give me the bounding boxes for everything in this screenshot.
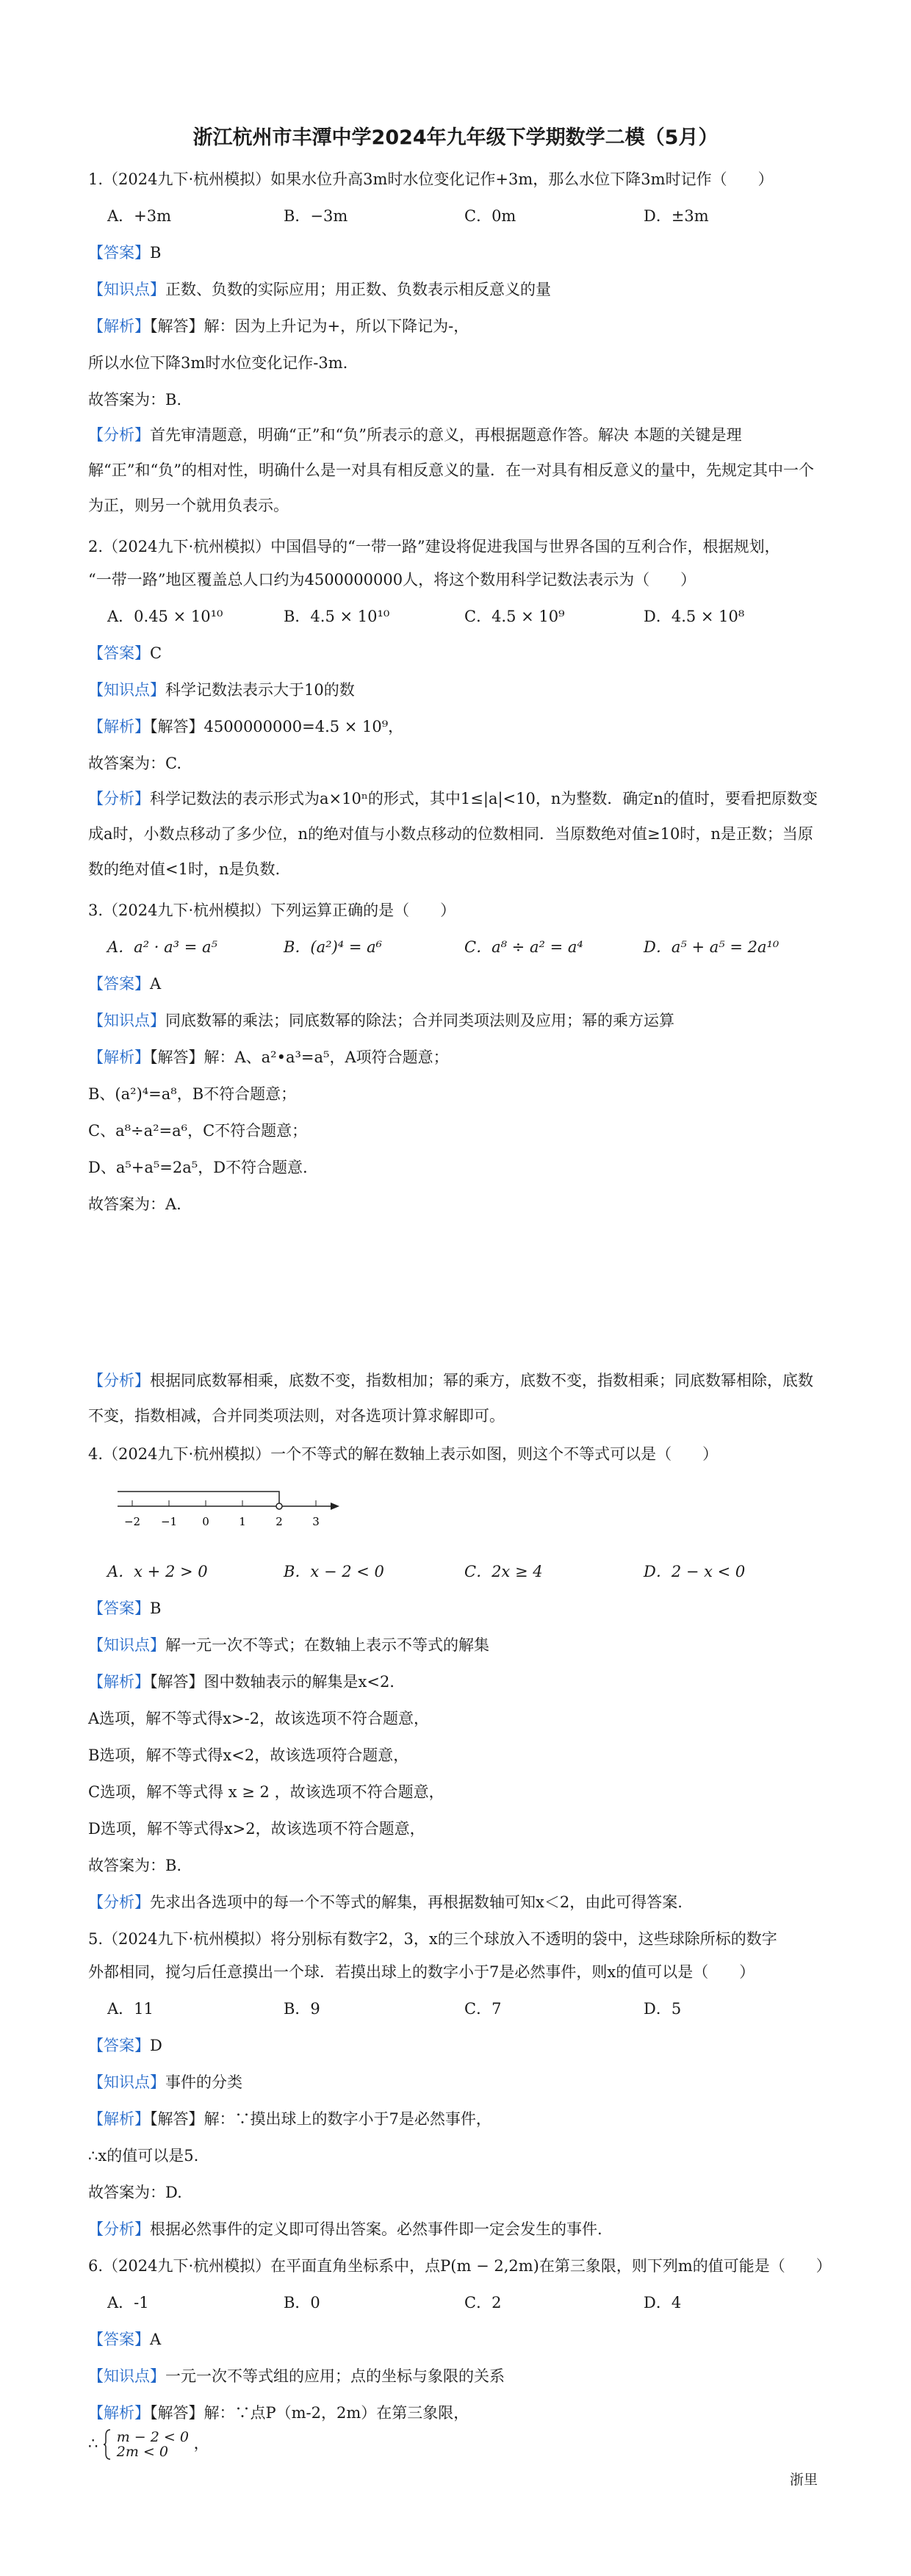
- q4-final: 故答案为：B.: [88, 1857, 182, 1874]
- analysis-tag: 【解析】: [88, 2404, 150, 2422]
- q6-option-b: B．0: [284, 2294, 320, 2311]
- solution-ray: [118, 1492, 279, 1503]
- q5-stem: 5.（2024九下·杭州模拟）将分别标有数字2，3，x的三个球放入不透明的袋中，这些球除所标的数字: [88, 1930, 777, 1948]
- q5-knowledge-text: 事件的分类: [165, 2073, 242, 2091]
- q2-knowledge-text: 科学记数法表示大于10的数: [165, 681, 355, 699]
- knowledge-tag: 【知识点】: [88, 1012, 165, 1029]
- fenxi-tag: 【分析】: [88, 1893, 150, 1911]
- q4-option-a: A．x + 2 > 0: [107, 1563, 208, 1580]
- q1-fenxi-text: 首先审清题意，明确“正”和“负”所表示的意义，再根据题意作答。解决 本题的关键是理解“正”和“负”的相对性，明确什么是一对具有相反意义的量．在一对具有相反意义的量中，先规定其中一个为正，则另一个就用负表示。: [88, 426, 814, 514]
- inequality-system: [117, 2430, 189, 2459]
- answer-tag: 【答案】: [88, 2037, 150, 2054]
- q6-analysis: [88, 2403, 469, 2423]
- q5-analysis-text: 【解答】解：∵摸出球上的数字小于7是必然事件，: [150, 2110, 491, 2128]
- q6-knowledge: [88, 2366, 505, 2386]
- fenxi-tag: 【分析】: [88, 2220, 150, 2238]
- q2-fenxi: [88, 781, 823, 887]
- inequality-line-1: m − 2 < 0: [116, 2429, 189, 2445]
- q4-fenxi-text: 先求出各选项中的每一个不等式的解集，再根据数轴可知x＜2，由此可得答案.: [150, 1893, 683, 1911]
- q3-answer-value: A: [150, 975, 162, 993]
- analysis-tag: 【解析】: [88, 2110, 150, 2128]
- tick-label: −2: [123, 1515, 141, 1528]
- q4-analysis-d: D选项，解不等式得x>2，故该选项不符合题意，: [88, 1820, 425, 1838]
- analysis-tag: 【解析】: [88, 1048, 150, 1066]
- q3-analysis-d: D、a⁵+a⁵=2a⁵，D不符合题意.: [88, 1159, 308, 1176]
- q3-fenxi-text: 根据同底数幂相乘，底数不变，指数相加；幂的乘方，底数不变，指数相乘；同底数幂相除，底数不变，指数相减，合并同类项法则，对各选项计算求解即可。: [88, 1372, 813, 1425]
- q5-analysis-line2: ∴x的值可以是5.: [88, 2147, 199, 2165]
- answer-tag: 【答案】: [88, 244, 150, 262]
- q6-knowledge-text: 一元一次不等式组的应用；点的坐标与象限的关系: [165, 2367, 505, 2385]
- q1-answer: [88, 242, 161, 263]
- q4-analysis-a: A选项，解不等式得x>-2，故该选项不符合题意，: [88, 1710, 430, 1727]
- q2-answer: [88, 643, 162, 663]
- page-title: 浙江杭州市丰潭中学2024年九年级下学期数学二模（5月）: [192, 126, 719, 149]
- system-comma: ，: [193, 2434, 209, 2453]
- inequality-line-2: 2m < 0: [116, 2444, 168, 2460]
- answer-tag: 【答案】: [88, 644, 150, 662]
- fenxi-tag: 【分析】: [88, 790, 150, 807]
- q1-analysis-text: 【解答】解：因为上升记为+，所以下降记为-，: [150, 317, 469, 335]
- tick-label: 1: [239, 1515, 246, 1528]
- q5-stem-line2: 外都相同，搅匀后任意摸出一个球．若摸出球上的数字小于7是必然事件，则x的值可以是（ ）: [88, 1963, 755, 1981]
- q4-answer: [88, 1598, 161, 1619]
- q3-final: 故答案为：A.: [88, 1195, 181, 1213]
- brace-icon: [103, 2428, 112, 2461]
- q4-analysis-c: C选项，解不等式得 x ≥ 2 ，故该选项不符合题意，: [88, 1783, 444, 1801]
- analysis-tag: 【解析】: [88, 1673, 150, 1691]
- q3-option-d: D．a⁵ + a⁵ = 2a¹⁰: [644, 938, 779, 956]
- q6-analysis-text: 【解答】解：∵点P（m-2，2m）在第三象限，: [150, 2404, 469, 2422]
- q6-system: [88, 2428, 209, 2465]
- q5-fenxi: [88, 2219, 602, 2239]
- q1-final: 故答案为：B.: [88, 391, 182, 409]
- q3-stem: 3.（2024九下·杭州模拟）下列运算正确的是（ ）: [88, 902, 456, 919]
- q6-answer-value: A: [150, 2331, 162, 2348]
- q4-knowledge-text: 解一元一次不等式；在数轴上表示不等式的解集: [165, 1636, 489, 1654]
- q5-knowledge: [88, 2072, 242, 2093]
- q1-answer-value: B: [150, 244, 162, 262]
- q3-option-c: C．a⁸ ÷ a² = a⁴: [464, 938, 583, 956]
- number-line-figure: [110, 1484, 345, 1536]
- q4-analysis-text: 【解答】图中数轴表示的解集是x<2.: [150, 1673, 395, 1691]
- knowledge-tag: 【知识点】: [88, 2367, 165, 2385]
- q4-option-b: B．x − 2 < 0: [284, 1563, 384, 1580]
- q6-option-a: A．-1: [107, 2294, 149, 2311]
- q5-analysis: [88, 2109, 491, 2129]
- q2-stem: 2.（2024九下·杭州模拟）中国倡导的“一带一路”建设将促进我国与世界各国的互利合作，根据规划，: [88, 538, 780, 555]
- q4-stem: 4.（2024九下·杭州模拟）一个不等式的解在数轴上表示如图，则这个不等式可以是（ ）: [88, 1445, 719, 1463]
- tick-label: −1: [160, 1515, 178, 1528]
- q5-answer: [88, 2035, 162, 2056]
- q3-option-b: B．(a²)⁴ = a⁶: [284, 938, 383, 956]
- q1-knowledge-text: 正数、负数的实际应用；用正数、负数表示相反意义的量: [165, 281, 551, 298]
- q1-analysis: [88, 316, 469, 337]
- therefore-symbol: ∴: [88, 2434, 98, 2453]
- q6-stem: 6.（2024九下·杭州模拟）在平面直角坐标系中，点P(m − 2,2m)在第三象限，则下列m的值可能是（ ）: [88, 2257, 832, 2275]
- q2-option-b: B．4.5 × 10¹⁰: [284, 608, 390, 625]
- knowledge-tag: 【知识点】: [88, 681, 165, 699]
- q2-analysis-text: 【解答】4500000000=4.5 × 10⁹，: [150, 718, 404, 735]
- q2-fenxi-text: 科学记数法的表示形式为a×10ⁿ的形式，其中1≤|a|<10，n为整数．确定n的值时，要看把原数变成a时，小数点移动了多少位，n的绝对值与小数点移动的位数相同．当原数绝对值≥10时，n是正数；当原数的绝对值<1时，n是负数.: [88, 790, 818, 878]
- analysis-tag: 【解析】: [88, 718, 150, 735]
- q6-option-c: C．2: [464, 2294, 502, 2311]
- answer-tag: 【答案】: [88, 2331, 150, 2348]
- q4-knowledge: [88, 1635, 489, 1655]
- answer-tag: 【答案】: [88, 975, 150, 993]
- q3-knowledge-text: 同底数幂的乘法；同底数幂的除法；合并同类项法则及应用；幂的乘方运算: [165, 1012, 674, 1029]
- q1-analysis-line2: 所以水位下降3m时水位变化记作-3m.: [88, 354, 348, 372]
- tick-label: 2: [276, 1515, 283, 1528]
- q4-option-c: C．2x ≥ 4: [464, 1563, 543, 1580]
- page-footer: 浙里: [790, 2472, 818, 2488]
- q1-knowledge: [88, 279, 551, 300]
- q3-knowledge: [88, 1010, 674, 1031]
- number-line-arrow: [331, 1503, 339, 1510]
- q5-option-d: D．5: [644, 2000, 682, 2018]
- q5-final: 故答案为：D.: [88, 2184, 182, 2201]
- analysis-tag: 【解析】: [88, 317, 150, 335]
- q1-stem: 1.（2024九下·杭州模拟）如果水位升高3m时水位变化记作+3m，那么水位下降3m时记作（ ）: [88, 170, 774, 188]
- q5-fenxi-text: 根据必然事件的定义即可得出答案。必然事件即一定会发生的事件.: [150, 2220, 602, 2238]
- q2-option-d: D．4.5 × 10⁸: [644, 608, 745, 625]
- q3-answer: [88, 974, 161, 994]
- q1-option-a: A．+3m: [107, 207, 172, 225]
- open-circle: [276, 1503, 282, 1509]
- answer-tag: 【答案】: [88, 1600, 150, 1617]
- knowledge-tag: 【知识点】: [88, 2073, 165, 2091]
- q1-option-d: D．±3m: [644, 207, 709, 225]
- q2-stem-line2: “一带一路”地区覆盖总人口约为4500000000人，将这个数用科学记数法表示为（ ）: [88, 571, 696, 589]
- q5-option-b: B．9: [284, 2000, 320, 2018]
- tick-label: 0: [202, 1515, 209, 1528]
- q2-analysis: [88, 716, 403, 737]
- q5-answer-value: D: [150, 2037, 162, 2054]
- q4-analysis: [88, 1672, 395, 1692]
- q1-option-c: C．0m: [464, 207, 516, 225]
- q6-answer: [88, 2329, 161, 2350]
- knowledge-tag: 【知识点】: [88, 1636, 165, 1654]
- q3-fenxi: [88, 1363, 823, 1433]
- knowledge-tag: 【知识点】: [88, 281, 165, 298]
- q2-option-c: C．4.5 × 10⁹: [464, 608, 565, 625]
- fenxi-tag: 【分析】: [88, 1372, 150, 1389]
- fenxi-tag: 【分析】: [88, 426, 150, 444]
- q3-analysis: [88, 1047, 449, 1068]
- q6-option-d: D．4: [644, 2294, 682, 2311]
- q2-knowledge: [88, 680, 355, 700]
- tick-label: 3: [312, 1515, 320, 1528]
- q2-final: 故答案为：C.: [88, 755, 181, 772]
- q4-analysis-b: B选项，解不等式得x<2，故该选项符合题意，: [88, 1746, 409, 1764]
- q3-option-a: A．a² · a³ = a⁵: [107, 938, 217, 956]
- q4-answer-value: B: [150, 1600, 162, 1617]
- q2-option-a: A．0.45 × 10¹⁰: [107, 608, 223, 625]
- q5-option-a: A．11: [107, 2000, 154, 2018]
- q1-option-b: B．−3m: [284, 207, 348, 225]
- q4-fenxi: [88, 1892, 683, 1913]
- q3-analysis-b: B、(a²)⁴=a⁸，B不符合题意；: [88, 1085, 297, 1103]
- q1-fenxi: [88, 417, 823, 523]
- q3-analysis-c: C、a⁸÷a²=a⁶，C不符合题意；: [88, 1122, 308, 1140]
- q4-option-d: D．2 − x < 0: [644, 1563, 746, 1580]
- q2-answer-value: C: [150, 644, 162, 662]
- q5-option-c: C．7: [464, 2000, 502, 2018]
- q3-analysis-text: 【解答】解：A、a²•a³=a⁵，A项符合题意；: [150, 1048, 449, 1066]
